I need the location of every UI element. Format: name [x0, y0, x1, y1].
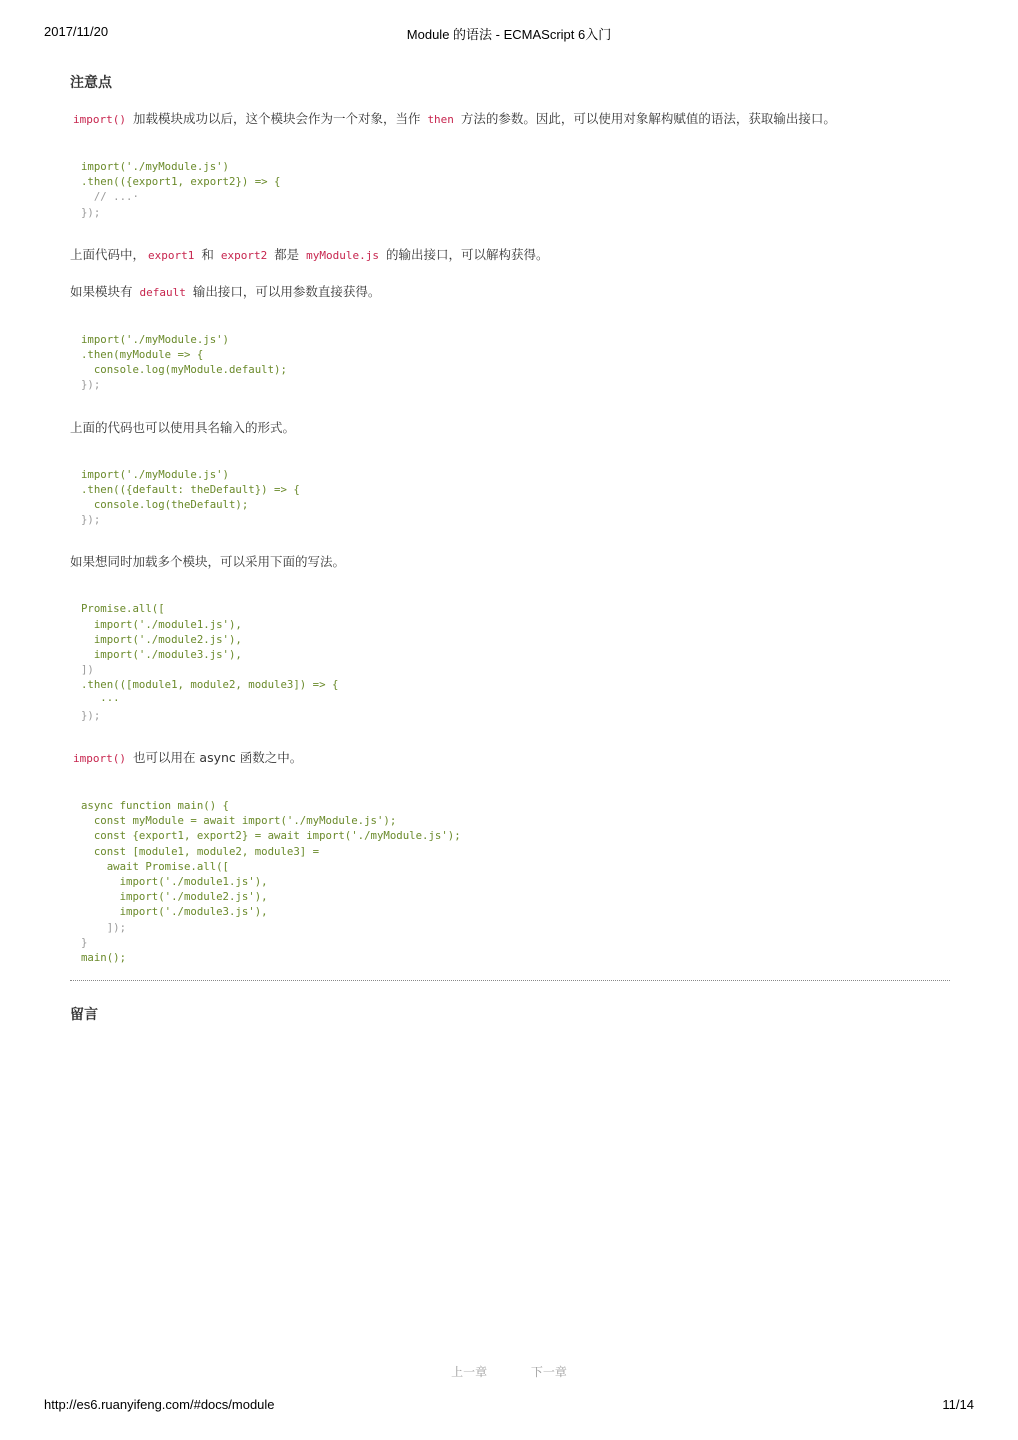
code-line: async function main() {	[81, 799, 229, 813]
code-block-named	[70, 455, 950, 540]
code-line: import('./module1.js'),	[81, 617, 242, 631]
code-block-destructure	[70, 147, 950, 232]
page-title: Module 的语法 - ECMAScript 6入门	[406, 27, 612, 42]
inline-code: import()	[73, 752, 126, 766]
code-line: console.log(myModule.default);	[81, 363, 287, 377]
print-footer	[44, 1397, 974, 1415]
code-line: ])	[81, 663, 94, 677]
section-heading: 注意点	[70, 75, 112, 91]
code-line: Promise.all([	[81, 602, 165, 616]
paragraph-text: 的输出接口，可以解构获得。	[382, 246, 549, 262]
code-line: import('./module1.js'),	[81, 875, 268, 889]
comments-heading: 留言	[70, 1007, 98, 1023]
next-chapter-link[interactable]: 下一章	[530, 1365, 567, 1379]
paragraph-text: 如果模块有	[70, 283, 137, 299]
code-line: });	[81, 205, 101, 219]
print-date: 2017/11/20	[44, 24, 109, 39]
paragraph-multiple: 如果想同时加载多个模块，可以采用下面的写法。	[70, 554, 346, 570]
inline-code: export1	[148, 248, 195, 262]
paragraph-text: 加载模块成功以后，这个模块会作为一个对象，当作	[128, 111, 425, 126]
code-line: await Promise.all([	[81, 859, 229, 873]
paragraph-text: 方法的参数。因此，可以使用对象解构赋值的语法，获取输出接口。	[456, 111, 836, 126]
code-line: import('./myModule.js')	[81, 467, 229, 481]
code-block-promise-all	[70, 589, 950, 735]
code-line: .then(({default: theDefault}) => {	[81, 482, 300, 496]
paragraph-exports	[70, 246, 950, 265]
code-line: ···	[81, 693, 120, 707]
code-line: main();	[81, 951, 127, 965]
inline-code: import()	[73, 113, 126, 126]
prev-chapter-link[interactable]: 上一章	[451, 1365, 488, 1379]
code-line: import('./myModule.js')	[81, 332, 229, 346]
code-line: console.log(theDefault);	[81, 498, 249, 512]
paragraph-text: 上面代码中，	[70, 246, 146, 262]
paragraph-text: 和	[197, 246, 218, 262]
page-url: http://es6.ruanyifeng.com/#docs/module	[44, 1397, 275, 1412]
inline-code: export2	[220, 248, 268, 262]
code-line: });	[81, 513, 101, 527]
paragraph-text: 也可以用在 async 函数之中。	[128, 750, 303, 766]
code-block-async	[70, 786, 950, 977]
paragraph-import-then	[70, 110, 950, 129]
code-line: .then(([module1, module2, module3]) => {	[81, 678, 339, 692]
code-line: import('./module2.js'),	[81, 890, 268, 904]
article-content	[70, 72, 950, 991]
code-line: const [module1, module2, module3] =	[81, 844, 320, 858]
code-line: import('./myModule.js')	[81, 160, 229, 173]
inline-code: default	[139, 285, 186, 299]
code-line: const myModule = await import('./myModule.js');	[81, 814, 397, 828]
code-line: }	[81, 935, 88, 949]
paragraph-text: 都是	[270, 246, 304, 262]
code-line: import('./module3.js'),	[81, 648, 242, 662]
code-line: import('./module2.js'),	[81, 632, 242, 646]
code-line: // ...·	[81, 190, 139, 204]
inline-code: then	[427, 113, 454, 126]
code-line: ]);	[81, 920, 127, 934]
page-number: 11/14	[942, 1397, 974, 1412]
print-header	[44, 24, 974, 42]
code-line: .then(myModule => {	[81, 348, 204, 362]
section-divider	[70, 980, 950, 981]
code-line: });	[81, 708, 101, 722]
code-line: });	[81, 378, 101, 392]
chapter-pager	[0, 1363, 1018, 1380]
code-line: const {export1, export2} = await import('./myModule.js');	[81, 829, 461, 843]
code-line: .then(({export1, export2}) => {	[81, 175, 281, 189]
code-block-default	[70, 320, 950, 405]
code-line: import('./module3.js'),	[81, 905, 268, 919]
paragraph-default	[70, 283, 950, 302]
paragraph-text: 输出接口，可以用参数直接获得。	[188, 283, 381, 299]
paragraph-named: 上面的代码也可以使用具名输入的形式。	[70, 419, 296, 435]
inline-code: myModule.js	[306, 248, 379, 262]
paragraph-async	[70, 749, 950, 768]
